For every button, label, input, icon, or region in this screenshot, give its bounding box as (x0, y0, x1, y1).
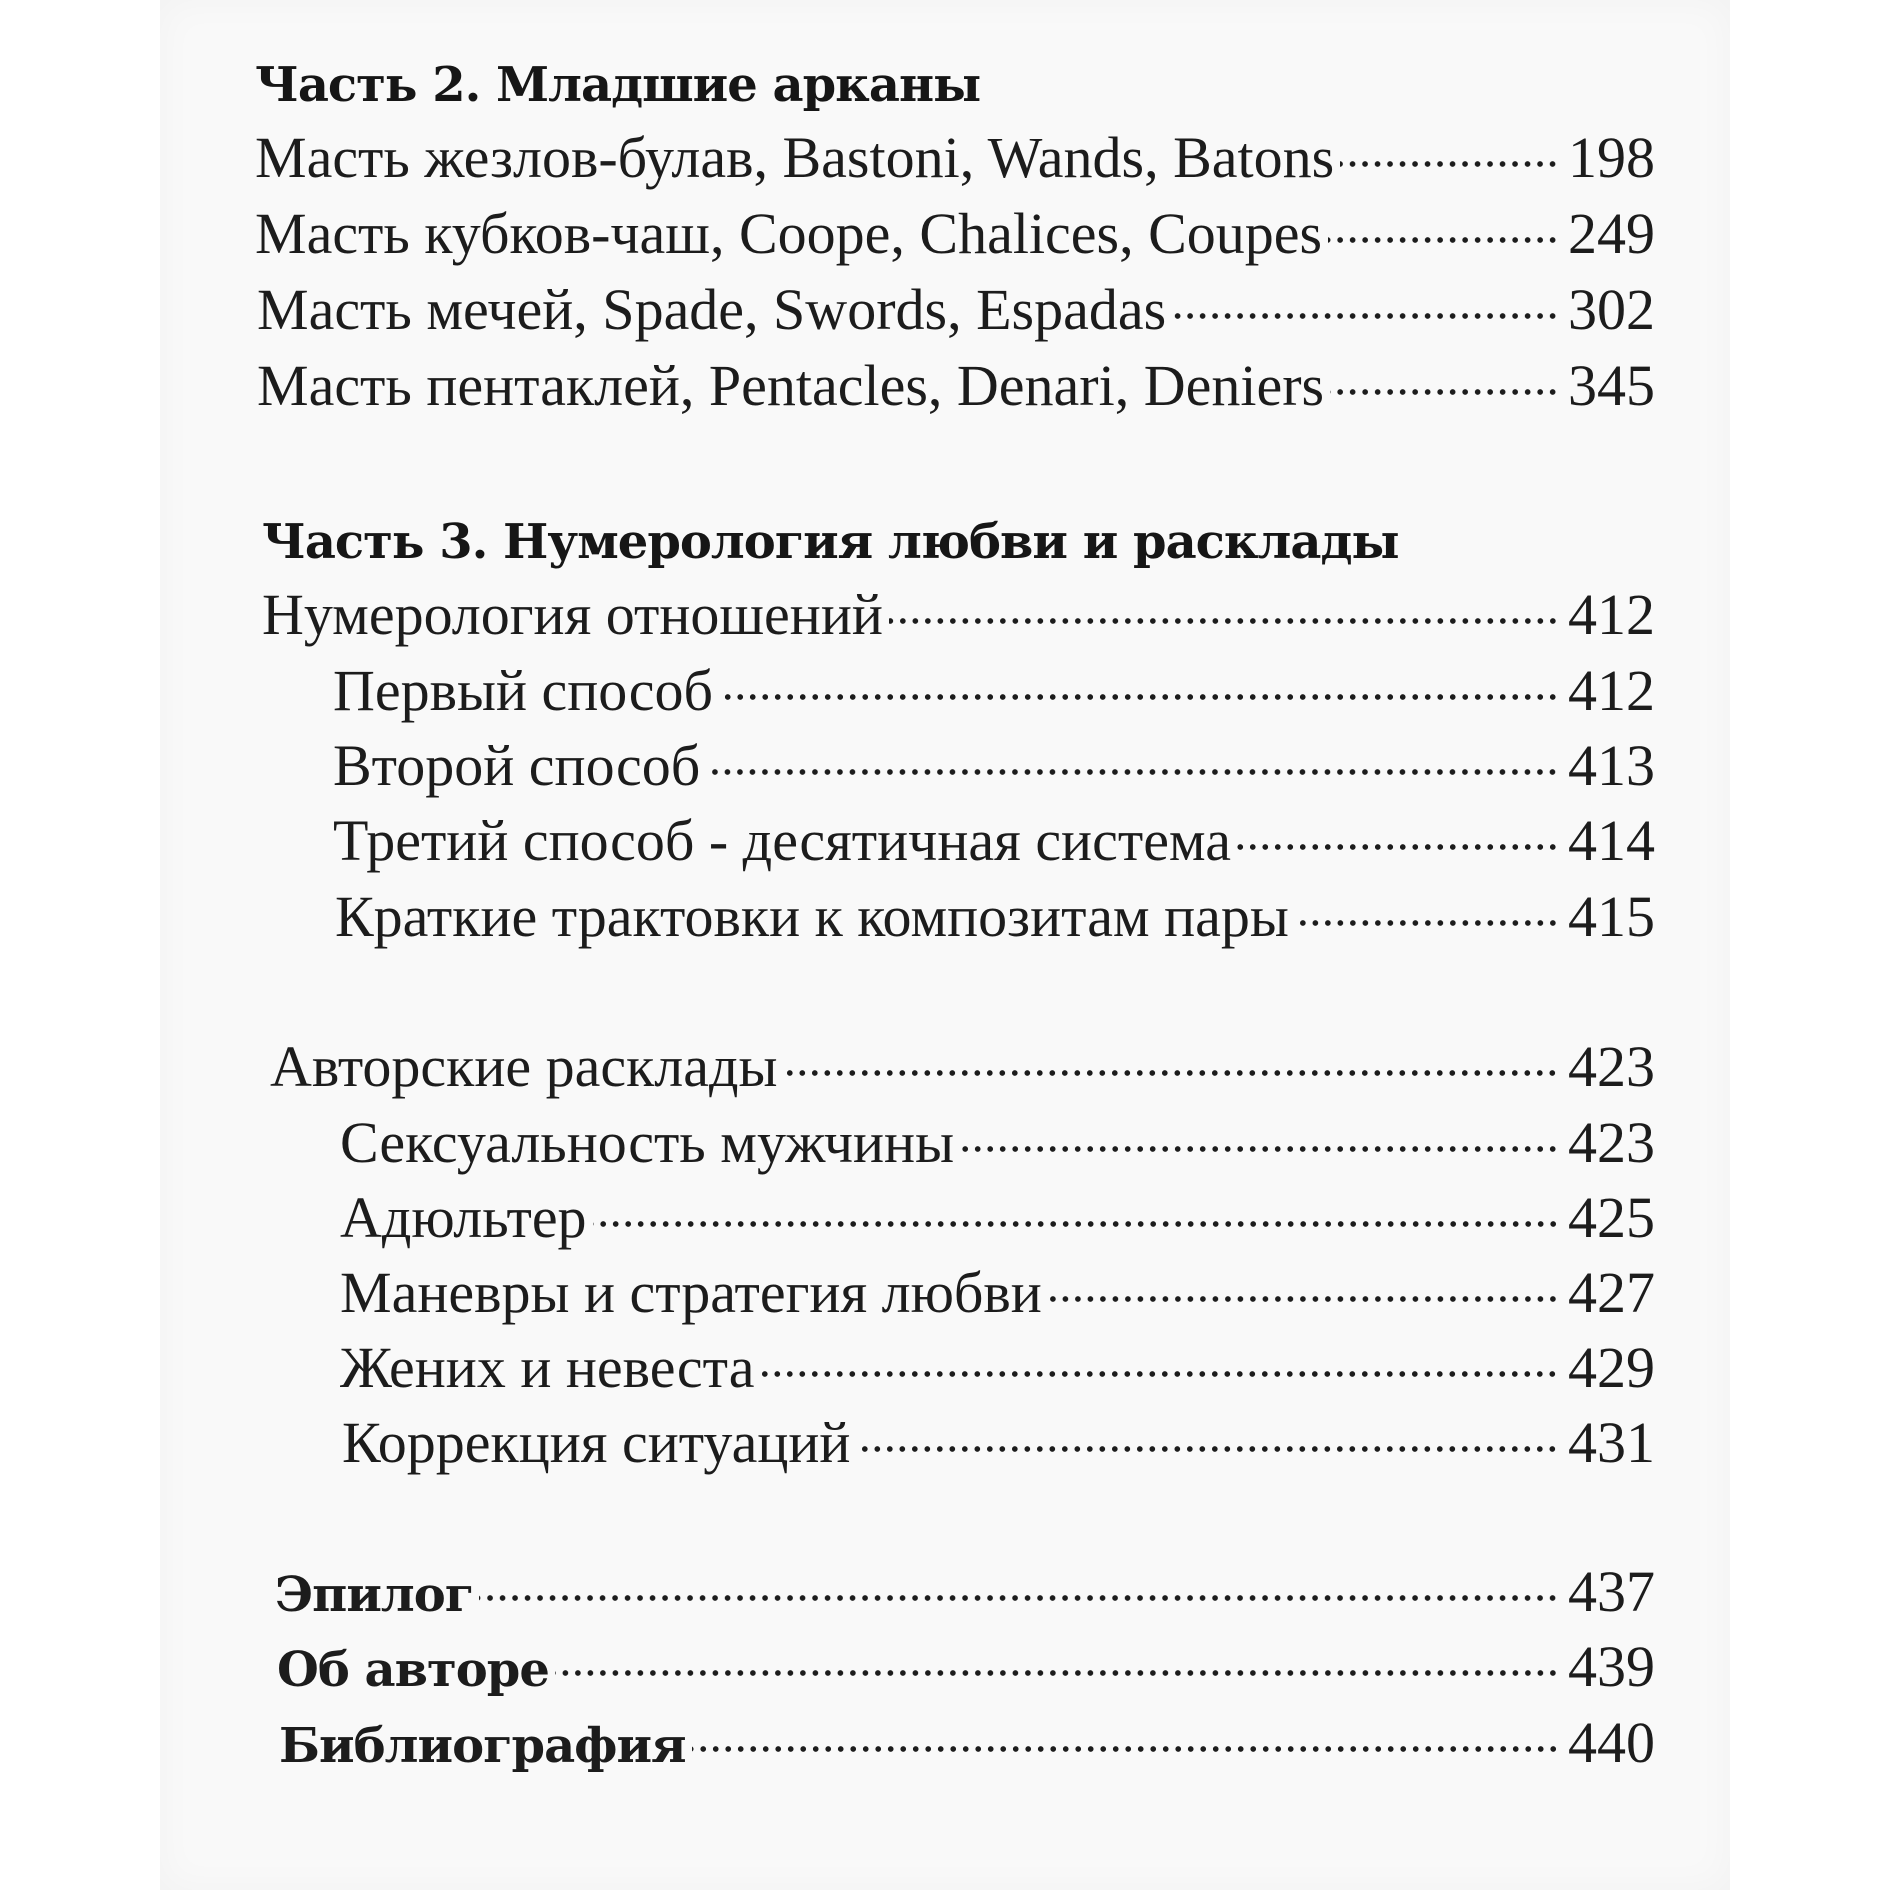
dot-leader (692, 1744, 1559, 1754)
toc-entry-about-author[interactable] (277, 1632, 1655, 1702)
toc-entry-title: Сексуальность мужчины (340, 1110, 955, 1175)
dot-leader (889, 616, 1559, 626)
toc-entry-page: 429 (1568, 1335, 1655, 1400)
dot-leader (555, 1668, 1559, 1678)
dot-leader (760, 1369, 1559, 1379)
toc-entry-title: Жених и невеста (340, 1335, 755, 1400)
part-3-heading: Часть 3. Нумерология любви и расклады (262, 514, 1399, 570)
toc-entry-title: Масть пентаклей, Pentacles, Denari, Deniers (257, 353, 1325, 418)
toc-entry-title: Масть кубков-чаш, Coope, Chalices, Coupes (255, 201, 1323, 266)
dot-leader (1048, 1294, 1559, 1304)
toc-entry-title: Краткие трактовки к композитам пары (335, 884, 1289, 949)
dot-leader (719, 692, 1559, 702)
toc-entry-title: Нумерология отношений (262, 582, 883, 647)
dot-leader (1328, 235, 1559, 245)
toc-entry[interactable] (333, 731, 1655, 801)
toc-entry-page: 412 (1568, 582, 1655, 647)
dot-leader (960, 1144, 1559, 1154)
toc-entry-page: 413 (1568, 733, 1655, 798)
toc-entry-page: 427 (1568, 1260, 1655, 1325)
toc-entry-page: 198 (1568, 125, 1655, 190)
dot-leader (706, 767, 1559, 777)
toc-entry[interactable] (257, 275, 1655, 345)
toc-entry[interactable] (262, 580, 1655, 650)
dot-leader (783, 1068, 1559, 1078)
toc-entry[interactable] (257, 351, 1655, 421)
toc-entry-page: 437 (1568, 1559, 1655, 1624)
toc-entry[interactable] (340, 1333, 1655, 1403)
dot-leader (1172, 311, 1559, 321)
toc-entry-epilogue[interactable] (275, 1557, 1655, 1627)
toc-entry-page: 302 (1568, 277, 1655, 342)
dot-leader (856, 1444, 1559, 1454)
toc-entry-title: Библиография (279, 1718, 686, 1774)
toc-entry-page: 415 (1568, 884, 1655, 949)
toc-entry-title: Масть жезлов-булав, Bastoni, Wands, Batons (255, 125, 1335, 190)
toc-entry[interactable] (335, 882, 1655, 952)
toc-entry[interactable] (270, 1032, 1655, 1102)
toc-entry-page: 412 (1568, 658, 1655, 723)
toc-entry[interactable] (340, 1258, 1655, 1328)
dot-leader (1237, 842, 1559, 852)
toc-entry[interactable] (255, 199, 1655, 269)
toc-entry-bibliography[interactable] (279, 1708, 1655, 1778)
toc-entry-page: 423 (1568, 1110, 1655, 1175)
dot-leader (1295, 918, 1559, 928)
toc-entry[interactable] (333, 806, 1655, 876)
toc-entry-page: 431 (1568, 1410, 1655, 1475)
toc-entry[interactable] (342, 1408, 1655, 1478)
part-2-heading: Часть 2. Младшие арканы (255, 57, 981, 113)
toc-entry-page: 439 (1568, 1634, 1655, 1699)
toc-entry-page: 423 (1568, 1034, 1655, 1099)
toc-entry-title: Эпилог (275, 1567, 474, 1623)
dot-leader (1340, 159, 1559, 169)
toc-entry-title: Масть мечей, Spade, Swords, Espadas (257, 277, 1167, 342)
toc-entry[interactable] (340, 1183, 1655, 1253)
toc-entry-page: 440 (1568, 1710, 1655, 1775)
dot-leader (593, 1219, 1559, 1229)
toc-entry-title: Адюльтер (340, 1185, 587, 1250)
dot-leader (479, 1593, 1559, 1603)
toc-entry[interactable] (333, 656, 1655, 726)
toc-entry-page: 425 (1568, 1185, 1655, 1250)
toc-entry-title: Первый способ (333, 658, 714, 723)
toc-entry-page: 345 (1568, 353, 1655, 418)
toc-entry-title: Второй способ (333, 733, 701, 798)
toc-entry-page: 249 (1568, 201, 1655, 266)
toc-entry-title: Коррекция ситуаций (342, 1410, 851, 1475)
toc-entry-title: Авторские расклады (270, 1034, 778, 1099)
toc-entry-title: Об авторе (277, 1642, 549, 1698)
dot-leader (1330, 387, 1559, 397)
toc-entry-title: Маневры и стратегия любви (340, 1260, 1042, 1325)
toc-entry-title: Третий способ - десятичная система (333, 808, 1231, 873)
toc-entry[interactable] (255, 123, 1655, 193)
toc-entry-page: 414 (1568, 808, 1655, 873)
toc-entry[interactable] (340, 1108, 1655, 1178)
